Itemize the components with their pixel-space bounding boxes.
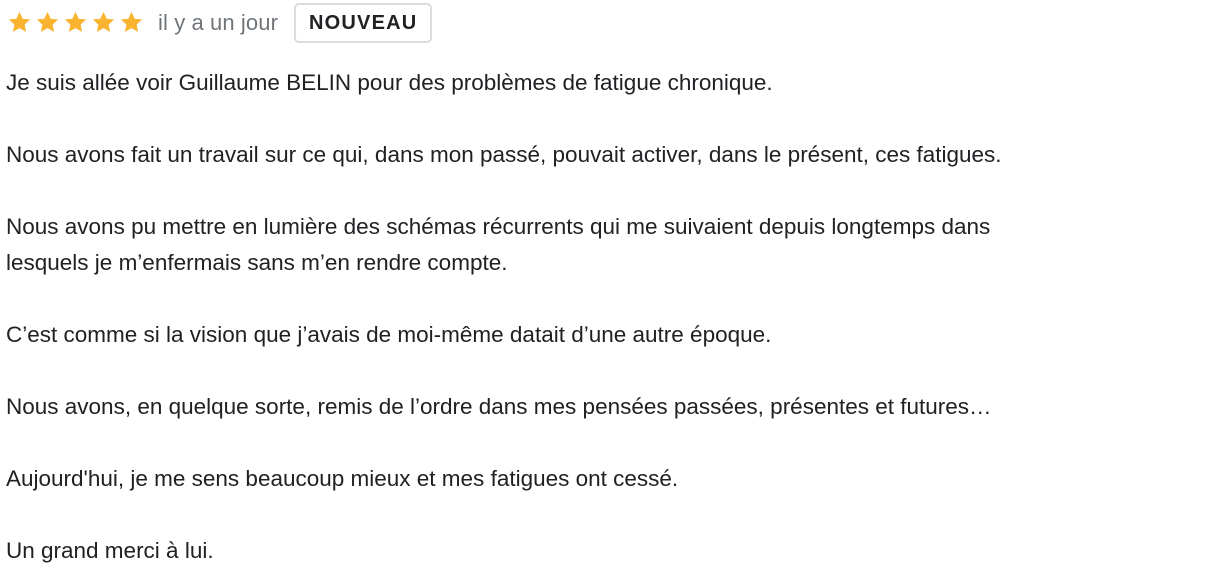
star-icon: [62, 10, 90, 36]
review-paragraph: Aujourd'hui, je me sens beaucoup mieux et mes fatigues ont cessé.: [6, 466, 679, 491]
review-paragraph: Un grand merci à lui.: [6, 538, 214, 563]
review-paragraph: Je suis allée voir Guillaume BELIN pour des problèmes de fatigue chronique.: [6, 70, 773, 95]
review-time: il y a un jour: [158, 10, 279, 35]
new-badge: NOUVEAU: [294, 3, 432, 43]
star-icon: [118, 10, 146, 36]
star-icon: [90, 10, 118, 36]
review-header: [6, 3, 1226, 43]
star-icon: [6, 10, 34, 36]
review-paragraph: C’est comme si la vision que j’avais de moi-même datait d’une autre époque.: [6, 322, 772, 347]
star-rating: [6, 10, 146, 36]
review-paragraph: Nous avons, en quelque sorte, remis de l’ordre dans mes pensées passées, présentes et futures…: [6, 394, 992, 419]
star-icon: [34, 10, 62, 36]
review-paragraph: Nous avons pu mettre en lumière des schémas récurrents qui me suivaient depuis longtemps dans lesquels je m’enfermais sans m’en rendre compte.: [6, 214, 991, 275]
review-text: [6, 65, 1226, 569]
review-paragraph: Nous avons fait un travail sur ce qui, dans mon passé, pouvait activer, dans le présent, ces fatigues.: [6, 142, 1002, 167]
